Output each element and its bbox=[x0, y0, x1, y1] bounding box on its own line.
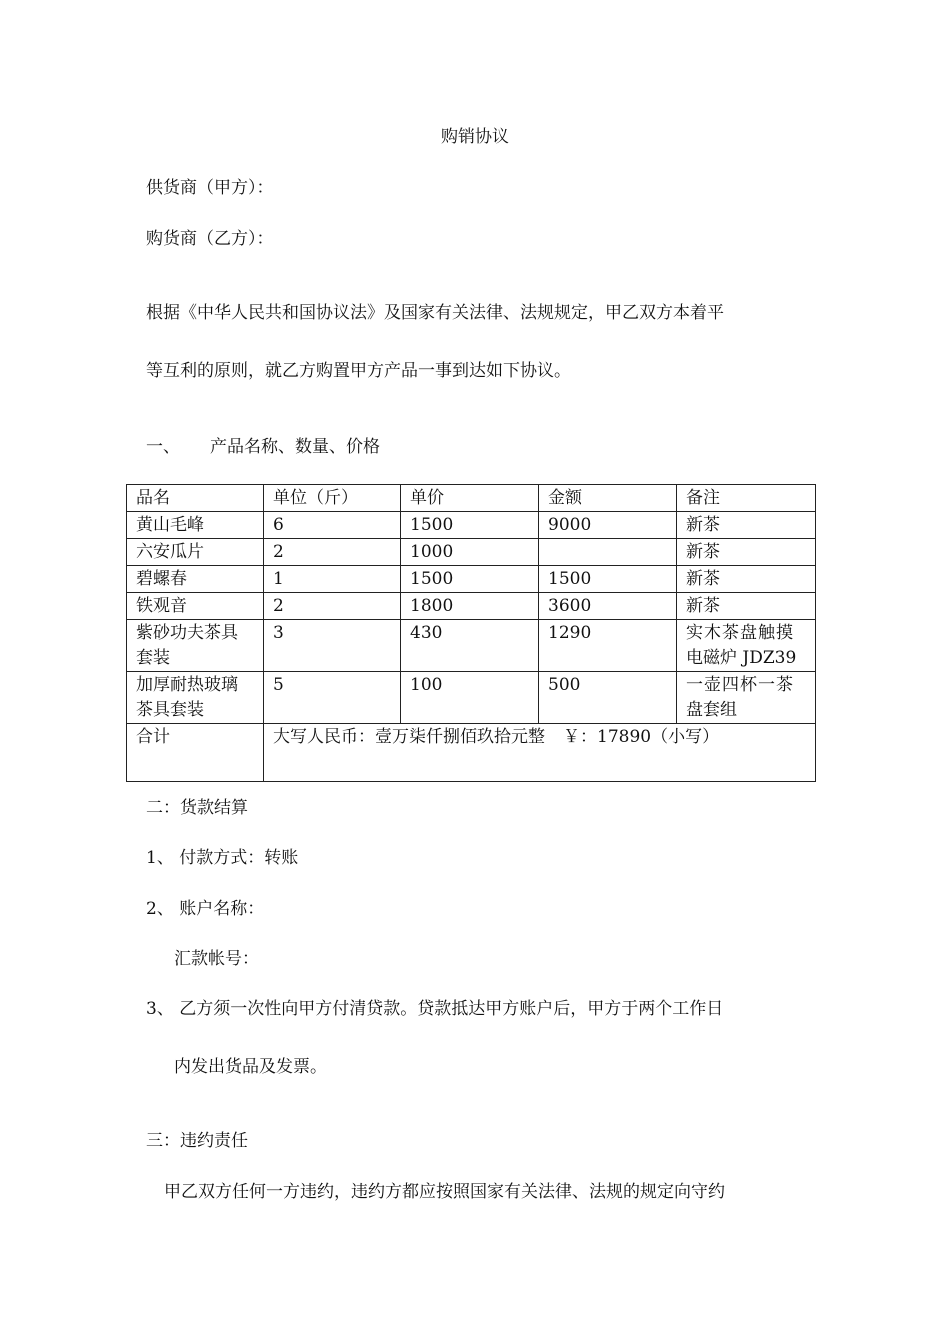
section-1-heading bbox=[146, 436, 380, 458]
header-cell: 金额 bbox=[539, 485, 677, 512]
note-cell: 新茶 bbox=[677, 566, 816, 593]
account-name: 2、 账户名称： bbox=[146, 899, 265, 919]
table-row bbox=[127, 539, 816, 566]
unit-price-cell: 1500 bbox=[401, 512, 539, 539]
quantity-cell: 5 bbox=[264, 672, 401, 724]
product-name-cell: 黄山毛峰 bbox=[127, 512, 264, 539]
note-cell bbox=[677, 620, 816, 672]
product-name-line: 套装 bbox=[136, 648, 170, 668]
table-row bbox=[127, 672, 816, 724]
quantity-cell: 3 bbox=[264, 620, 401, 672]
intro-line-2: 等互利的原则，就乙方购置甲方产品一事到达如下协议。 bbox=[146, 361, 571, 381]
note-line: 一壶四杯一茶 bbox=[686, 675, 794, 695]
intro-line-1: 根据《中华人民共和国协议法》及国家有关法律、法规规定，甲乙双方本着平 bbox=[146, 303, 724, 323]
product-name-line: 加厚耐热玻璃 bbox=[136, 675, 238, 695]
breach-line-1: 甲乙双方任何一方违约，违约方都应按照国家有关法律、法规的规定向守约 bbox=[164, 1182, 725, 1202]
product-name-cell: 碧螺春 bbox=[127, 566, 264, 593]
quantity-cell: 2 bbox=[264, 539, 401, 566]
product-name-line: 茶具套装 bbox=[136, 700, 204, 720]
note-cell: 新茶 bbox=[677, 512, 816, 539]
product-name-cell bbox=[127, 620, 264, 672]
unit-price-cell: 1000 bbox=[401, 539, 539, 566]
amount-cell: 3600 bbox=[539, 593, 677, 620]
payment-method: 1、 付款方式：转账 bbox=[146, 848, 299, 868]
product-name-cell: 六安瓜片 bbox=[127, 539, 264, 566]
section-1-title: 产品名称、数量、价格 bbox=[210, 437, 380, 457]
section-2-heading: 二：货款结算 bbox=[146, 798, 248, 818]
total-label-cell: 合计 bbox=[127, 724, 264, 782]
amount-cell: 1290 bbox=[539, 620, 677, 672]
payment-terms-line-1: 3、 乙方须一次性向甲方付清贷款。贷款抵达甲方账户后，甲方于两个工作日 bbox=[146, 999, 724, 1019]
payment-terms-line-2: 内发出货品及发票。 bbox=[174, 1057, 327, 1077]
unit-price-cell: 1500 bbox=[401, 566, 539, 593]
product-table bbox=[126, 484, 816, 782]
section-1-number: 一、 bbox=[146, 437, 180, 457]
header-cell: 备注 bbox=[677, 485, 816, 512]
quantity-cell: 6 bbox=[264, 512, 401, 539]
unit-price-cell: 100 bbox=[401, 672, 539, 724]
buyer-label: 购货商（乙方）： bbox=[146, 229, 274, 249]
table-row bbox=[127, 593, 816, 620]
quantity-cell: 2 bbox=[264, 593, 401, 620]
supplier-label: 供货商（甲方）： bbox=[146, 178, 274, 198]
table-total-row bbox=[127, 724, 816, 782]
product-name-line: 紫砂功夫茶具 bbox=[136, 623, 238, 643]
table-header-row bbox=[127, 485, 816, 512]
product-name-cell bbox=[127, 672, 264, 724]
note-cell bbox=[677, 672, 816, 724]
note-cell: 新茶 bbox=[677, 593, 816, 620]
header-cell: 品名 bbox=[127, 485, 264, 512]
amount-cell: 9000 bbox=[539, 512, 677, 539]
amount-cell: 500 bbox=[539, 672, 677, 724]
header-cell: 单位（斤） bbox=[264, 485, 401, 512]
document-title: 购销协议 bbox=[441, 127, 509, 147]
note-line: 电磁炉 JDZ39 bbox=[686, 648, 797, 668]
header-cell: 单价 bbox=[401, 485, 539, 512]
table-row bbox=[127, 620, 816, 672]
amount-cell: 1500 bbox=[539, 566, 677, 593]
total-value-cell bbox=[264, 724, 816, 782]
product-name-cell: 铁观音 bbox=[127, 593, 264, 620]
account-number: 汇款帐号： bbox=[174, 949, 259, 969]
table-row bbox=[127, 566, 816, 593]
note-line: 盘套组 bbox=[686, 700, 737, 720]
unit-price-cell: 1800 bbox=[401, 593, 539, 620]
note-cell: 新茶 bbox=[677, 539, 816, 566]
table-row bbox=[127, 512, 816, 539]
total-uppercase: 大写人民币：壹万柒仟捌佰玖拾元整 bbox=[273, 727, 545, 747]
section-3-heading: 三：违约责任 bbox=[146, 1131, 248, 1151]
quantity-cell: 1 bbox=[264, 566, 401, 593]
unit-price-cell: 430 bbox=[401, 620, 539, 672]
amount-cell bbox=[539, 539, 677, 566]
note-line: 实木茶盘触摸 bbox=[686, 623, 794, 643]
total-lowercase: ￥：17890（小写） bbox=[563, 727, 720, 747]
